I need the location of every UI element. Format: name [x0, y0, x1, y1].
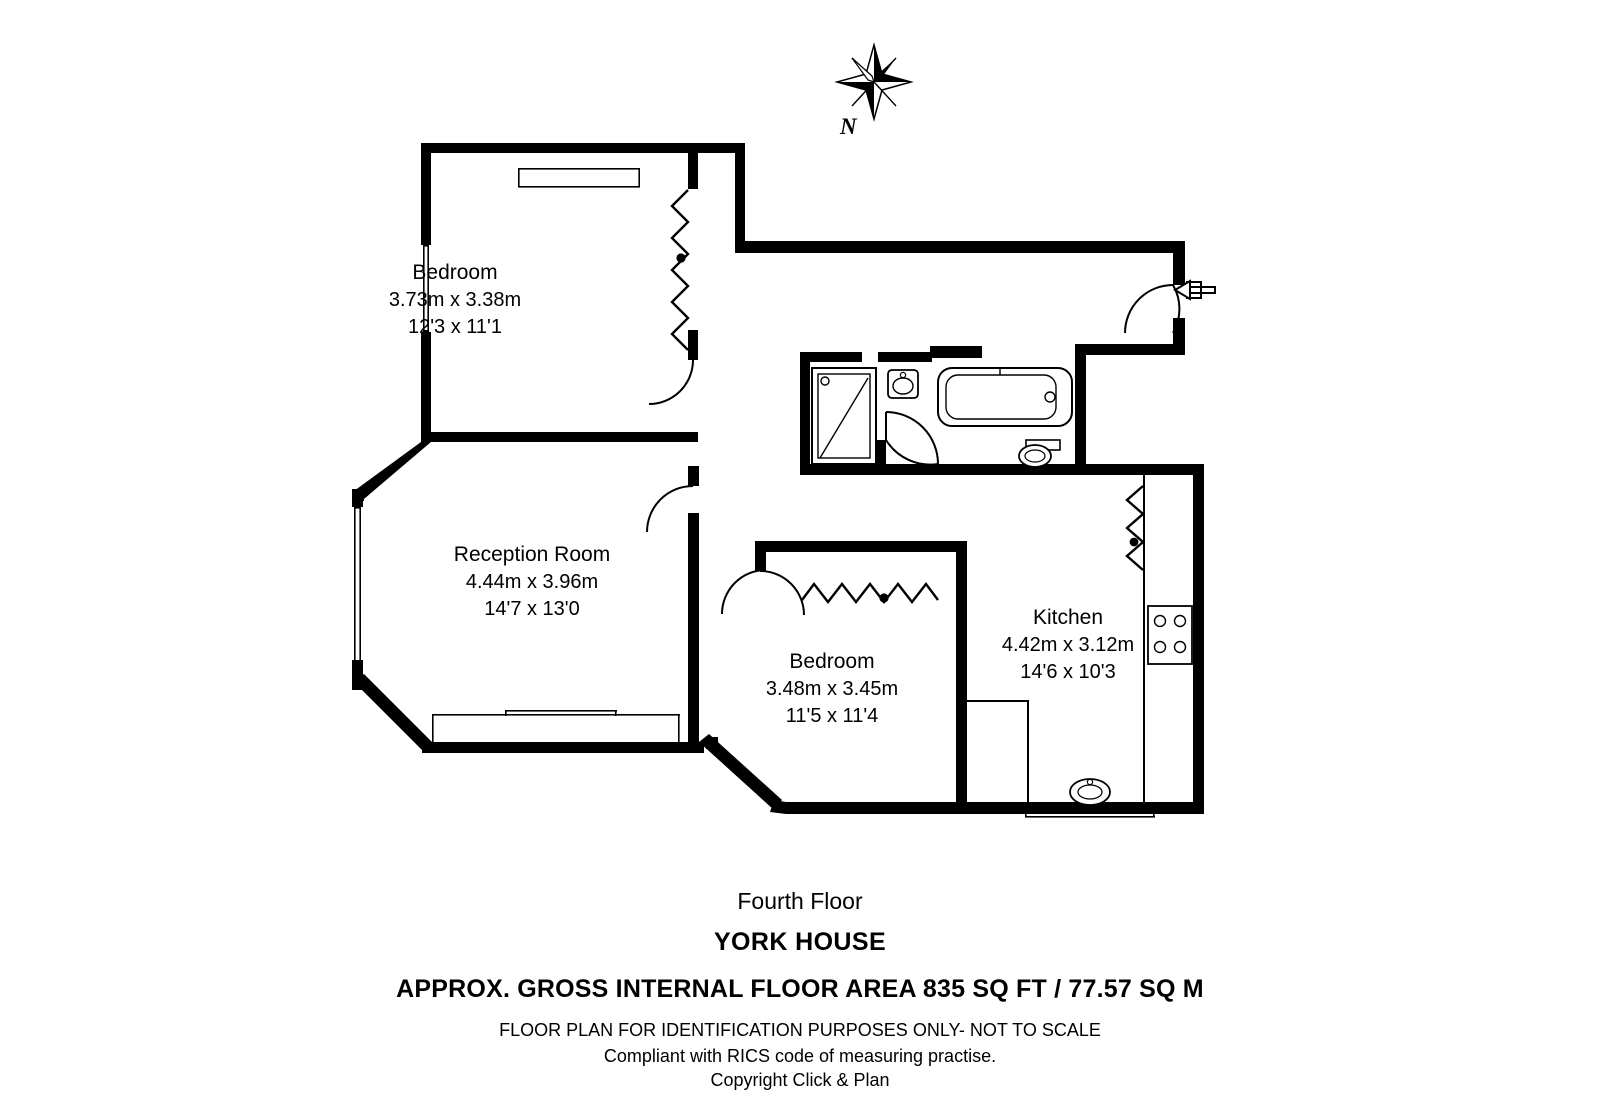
room-label-bedroom-1: [305, 259, 605, 341]
room-dimensions-imperial: 14'7 x 13'0: [484, 597, 580, 620]
kitchen-sink-icon: [1070, 779, 1110, 805]
compass-north-label: N: [840, 114, 857, 139]
room-label-reception-room: [382, 541, 682, 623]
door-swings: [647, 285, 1179, 615]
room-dimensions-imperial: 11'5 x 11'4: [785, 704, 879, 727]
room-dimensions-metric: 4.42m x 3.12m: [1001, 634, 1135, 657]
copyright-note: Copyright Click & Plan: [710, 1070, 890, 1090]
basin-icon: [888, 370, 918, 398]
room-dimensions-metric: 3.48m x 3.45m: [765, 678, 899, 701]
shower-tray-icon: [812, 368, 876, 464]
room-dimensions-imperial: 12'3 x 11'1: [407, 315, 502, 338]
room-name: Bedroom: [789, 650, 875, 673]
room-dimensions-metric: 3.73m x 3.38m: [388, 289, 522, 312]
floor-title: Fourth Floor: [737, 888, 863, 914]
gross-internal-area: APPROX. GROSS INTERNAL FLOOR AREA 835 SQ FT / 77.57 SQ M: [396, 975, 1204, 1003]
toilet-icon: [1019, 440, 1060, 467]
bathtub-icon: [938, 368, 1072, 426]
room-name: Bedroom: [412, 261, 498, 284]
building-title: YORK HOUSE: [713, 928, 887, 956]
room-dimensions-metric: 4.44m x 3.96m: [465, 571, 599, 594]
compass-star-icon: [837, 45, 911, 119]
disclaimer-note: FLOOR PLAN FOR IDENTIFICATION PURPOSES ONLY- NOT TO SCALE: [499, 1020, 1101, 1040]
room-dimensions-imperial: 14'6 x 10'3: [1020, 660, 1116, 683]
room-name: Reception Room: [453, 543, 611, 566]
room-label-kitchen: [918, 604, 1218, 686]
room-name: Kitchen: [1032, 606, 1104, 629]
bathroom-fixtures: [812, 368, 1072, 467]
rics-note: Compliant with RICS code of measuring practise.: [603, 1046, 997, 1066]
